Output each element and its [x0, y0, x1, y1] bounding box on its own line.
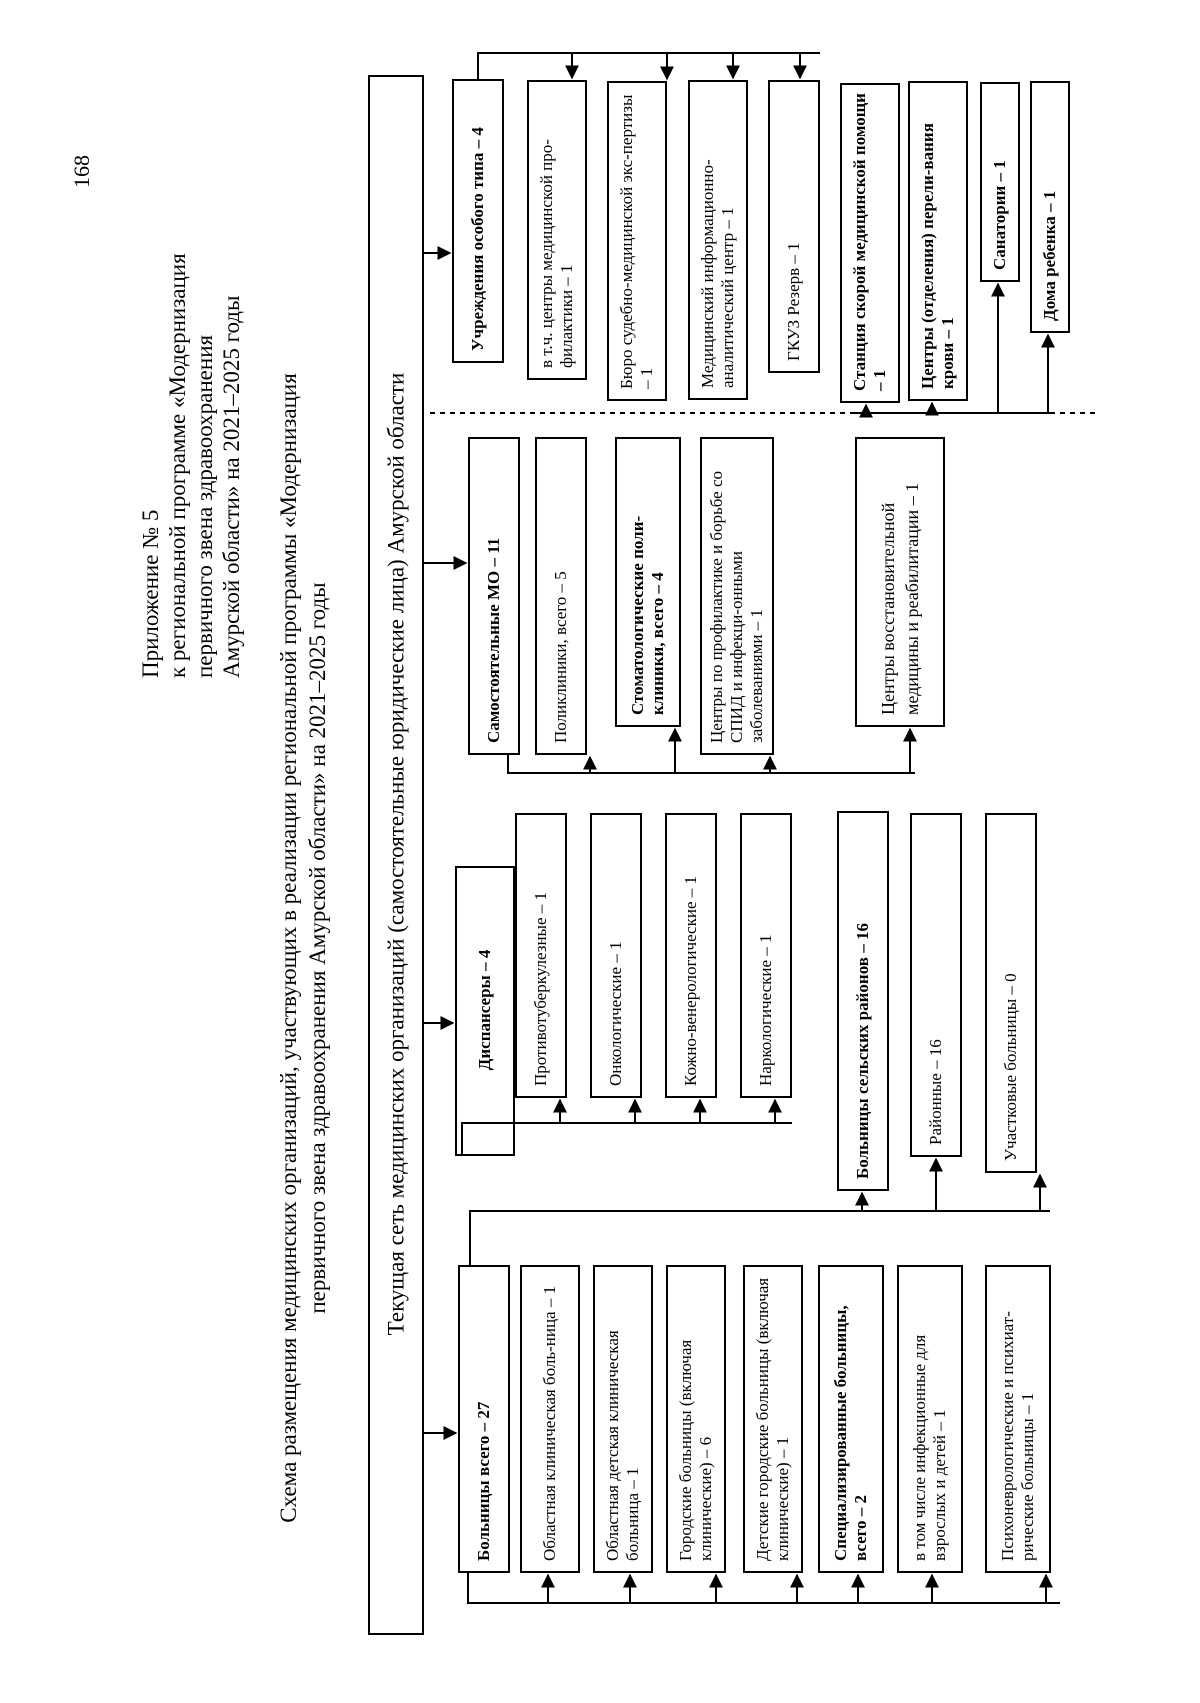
polyclinics-label: Поликлиники, всего – 5 [551, 571, 570, 743]
scheme-title-line-1: Схема размещения медицинских организаций, участвующих в реализации региональной программы «Модернизация [276, 373, 301, 1523]
independent-mo-label: Самостоятельные МО – 11 [484, 537, 503, 743]
orphanages-label: Дома ребенка – 1 [1040, 190, 1059, 321]
sanatoriums-label: Санатории – 1 [990, 160, 1009, 270]
rural-bracket [470, 1211, 1050, 1265]
hospitals-bracket [468, 1573, 1060, 1603]
regional-childrens-hospital-label: Областная детская клиническая больница – 1 [603, 1330, 642, 1561]
page-number: 168 [69, 155, 94, 188]
dispensaries-bracket-top [462, 1123, 515, 1156]
special-institutions-label: Учреждения особого типа – 4 [468, 127, 487, 351]
tuberculosis-dispensary-label: Противотуберкулезные – 1 [531, 891, 550, 1086]
district-hospitals-label: Районные – 16 [926, 1039, 945, 1145]
local-hospitals-label: Участковые больницы – 0 [1001, 973, 1020, 1161]
ambulance-station-label: Станция скорой медицинской помощи – 1 [850, 93, 889, 391]
childrens-city-hospitals-label: Детские городские больницы (включая клинические) – 1 [753, 1277, 792, 1561]
appendix-line-1: к региональной программе «Модернизация [165, 253, 190, 678]
gkuz-reserve-label: ГКУЗ Резерв – 1 [784, 242, 803, 361]
psychiatric-hospitals-label: Психоневрологические и психиат-рические больницы – 1 [998, 1311, 1037, 1561]
appendix-line-3: Амурской области» на 2021–2025 годы [219, 295, 244, 678]
aids-centers-label: Центры по профилактике и борьбе со СПИД и инфекци-онными заболеваниями – 1 [707, 470, 766, 743]
oncology-dispensary-label: Онкологические – 1 [606, 941, 625, 1086]
rural-hospitals-label: Больницы сельских районов – 16 [853, 923, 872, 1179]
regional-clinical-hospital-label: Областная клиническая боль-ница – 1 [540, 1285, 559, 1561]
blood-transfusion-label: Центры (отделения) перели-вания крови – 1 [918, 123, 957, 389]
appendix-line-2: первичного звена здравоохранения [192, 334, 217, 678]
independent-mo-bracket [508, 755, 915, 773]
dermatovenerology-dispensary-label: Кожно-венерологические – 1 [681, 876, 700, 1086]
specialized-hospitals-label: Специализированные больницы, всего – 2 [831, 1305, 870, 1561]
infectious-hospitals-label: в том числе инфекционные для взрослых и детей – 1 [910, 1334, 949, 1561]
narcology-dispensary-label: Наркологические – 1 [756, 934, 775, 1086]
dental-polyclinics-label: Стоматологические поли-клиники, всего – 4 [628, 515, 667, 715]
special-bracket [478, 53, 820, 79]
dispensaries-label: Диспансеры – 4 [475, 949, 494, 1071]
hospitals-total-label: Больницы всего – 27 [474, 1401, 493, 1561]
rehabilitation-centers-label: Центры восстановительной медицины и реабилитации – 1 [878, 482, 922, 715]
network-label: Текущая сеть медицинских организаций (самостоятельные юридические лица) Амурской области [383, 372, 409, 1336]
appendix-title: Приложение № 5 [138, 509, 163, 678]
forensic-bureau-label: Бюро судебно-медицинской экс-пертизы – 1 [617, 94, 656, 389]
prevention-centers-label: в т.ч. центры медицинской про-филактики – 1 [537, 139, 576, 368]
scheme-title-line-2: первичного звена здравоохранения Амурской области» на 2021–2025 годы [305, 582, 330, 1314]
city-hospitals-label: Городские больницы (включая клинические) – 6 [676, 1339, 715, 1561]
medical-info-center-label: Медицинский информационно-аналитический центр – 1 [698, 159, 737, 388]
